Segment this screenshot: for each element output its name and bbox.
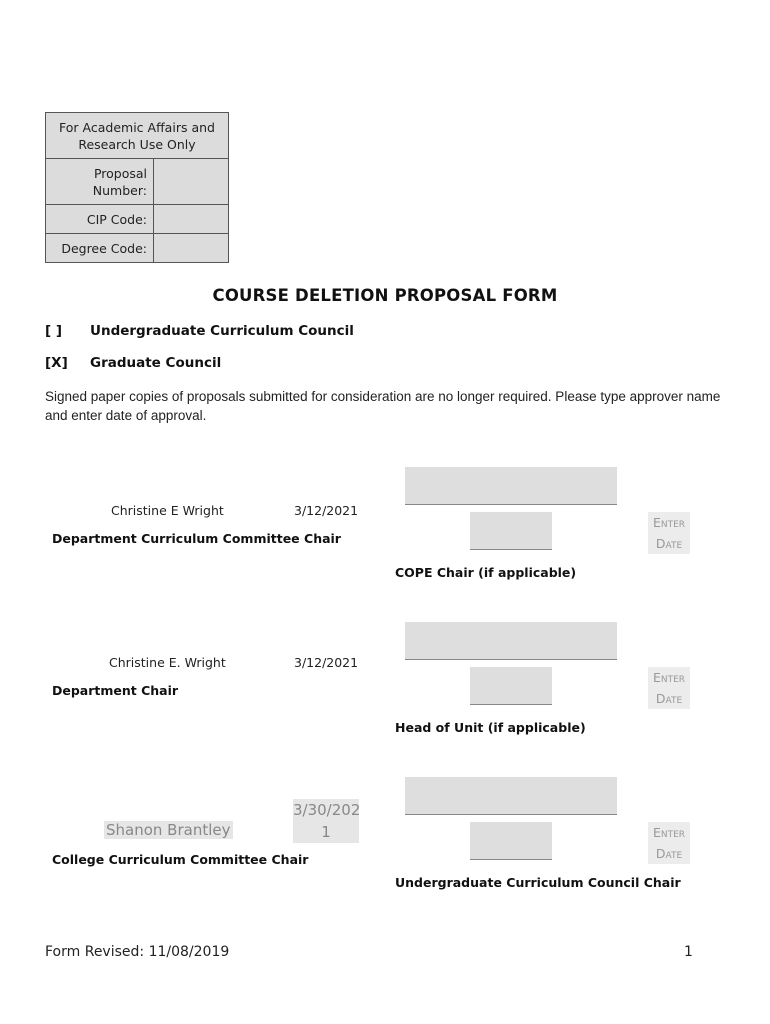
enter-date-text: Enter: [652, 825, 686, 840]
ucc-chair-signature-field[interactable]: [470, 822, 552, 860]
approval-date-field[interactable]: [293, 799, 359, 843]
ucc-checkbox[interactable]: [ ]: [45, 323, 63, 339]
instructions-note: Signed paper copies of proposals submitted for consideration are no longer required. Please type approver name and enter date of approval.: [45, 389, 721, 423]
approver-name[interactable]: Christine E Wright: [111, 503, 224, 518]
ucc-chair-label: Undergraduate Curriculum Council Chair: [395, 875, 681, 890]
dept-curriculum-chair-label: Department Curriculum Committee Chair: [52, 531, 341, 546]
graduate-council-checkbox[interactable]: [X]: [45, 355, 68, 371]
proposal-number-label: Proposal Number:: [46, 159, 154, 205]
head-of-unit-date-field[interactable]: [648, 667, 690, 709]
page-number: 1: [684, 944, 693, 960]
enter-date-text: Date: [655, 536, 683, 551]
head-of-unit-name-field[interactable]: [405, 622, 617, 660]
head-of-unit-signature-field[interactable]: [470, 667, 552, 705]
degree-code-label: Degree Code:: [46, 234, 154, 263]
admin-box-header: For Academic Affairs and Research Use Only: [46, 113, 229, 159]
proposal-number-field[interactable]: [154, 159, 229, 205]
form-revised-date: Form Revised: 11/08/2019: [45, 944, 230, 960]
cope-chair-label: COPE Chair (if applicable): [395, 565, 577, 580]
academic-affairs-box: [45, 112, 229, 263]
ucc-option-label: Undergraduate Curriculum Council: [90, 323, 354, 339]
ucc-chair-name-field[interactable]: [405, 777, 617, 815]
approver-name[interactable]: Christine E. Wright: [109, 655, 226, 670]
cope-chair-signature-field[interactable]: [470, 512, 552, 550]
cope-chair-date-field[interactable]: [648, 512, 690, 554]
approval-date[interactable]: 3/12/2021: [294, 503, 359, 518]
approval-date-line1: 3/30/202: [293, 801, 361, 819]
enter-date-text: Date: [655, 846, 683, 861]
approval-date[interactable]: 3/12/2021: [294, 655, 359, 670]
approver-name-field[interactable]: Shanon Brantley: [106, 821, 231, 839]
cope-chair-name-field[interactable]: [405, 467, 617, 505]
enter-date-text: Enter: [652, 515, 686, 530]
ucc-chair-date-field[interactable]: [648, 822, 690, 864]
dept-chair-label: Department Chair: [52, 683, 179, 698]
cip-code-label: CIP Code:: [46, 205, 154, 234]
enter-date-text: Enter: [652, 670, 686, 685]
college-curriculum-chair-label: College Curriculum Committee Chair: [52, 852, 309, 867]
degree-code-field[interactable]: [154, 234, 229, 263]
enter-date-text: Date: [655, 691, 683, 706]
head-of-unit-label: Head of Unit (if applicable): [395, 720, 586, 735]
form-title: COURSE DELETION PROPOSAL FORM: [212, 286, 558, 305]
cip-code-field[interactable]: [154, 205, 229, 234]
graduate-council-option-label: Graduate Council: [90, 355, 222, 371]
approval-date-line2: 1: [321, 823, 331, 841]
